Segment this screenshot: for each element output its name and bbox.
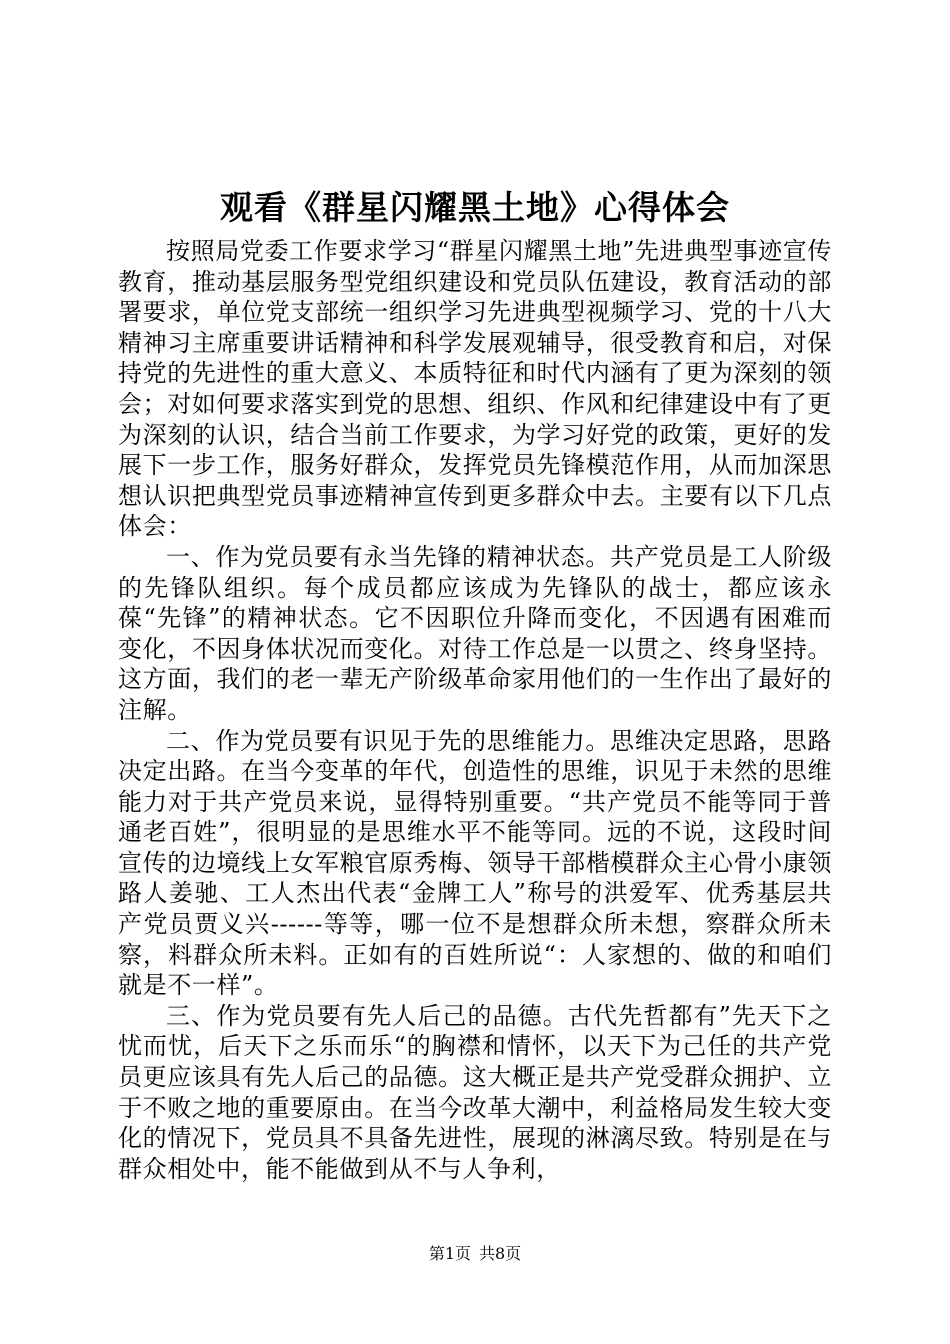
- page-number: 第1页: [428, 1244, 471, 1263]
- paragraph-point-2: 二、作为党员要有识见于先的思维能力。思维决定思路，思路决定出路。在当今变革的年代，创造性的思维，识见于未然的思维能力对于共产党员来说，显得特别重要。“共产党员不能等同于普通老百姓”，很明显的是思维水平不能等同。远的不说，这段时间宣传的边境线上女军粮官原秀梅、领导干部楷模群众主心骨小康领路人姜驰、工人杰出代表“金牌工人”称号的洪爱军、优秀基层共产党员贾义兴------等等，哪一位不是想群众所未想，察群众所未察，料群众所未料。正如有的百姓所说“：人家想的、做的和咱们就是不一样”。: [118, 726, 832, 1000]
- page-footer: [0, 1244, 950, 1264]
- page-total: 共8页: [479, 1244, 522, 1263]
- paragraph-point-3: 三、作为党员要有先人后己的品德。古代先哲都有”先天下之忧而忧，后天下之乐而乐“的胸襟和情怀，以天下为己任的共产党员更应该具有先人后己的品德。这大概正是共产党受群众拥护、立于不败之地的重要原由。在当今改革大潮中，利益格局发生较大变化的情况下，党员具不具备先进性，展现的淋漓尽致。特别是在与群众相处中，能不能做到从不与人争利，: [118, 1001, 832, 1183]
- document-body: [118, 236, 832, 1184]
- paragraph-point-1: 一、作为党员要有永当先锋的精神状态。共产党员是工人阶级的先锋队组织。每个成员都应该成为先锋队的战士，都应该永葆“先锋”的精神状态。它不因职位升降而变化，不因遇有困难而变化，不因身体状况而变化。对待工作总是一以贯之、终身坚持。这方面，我们的老一辈无产阶级革命家用他们的一生作出了最好的注解。: [118, 542, 832, 724]
- paragraph-intro: 按照局党委工作要求学习“群星闪耀黑土地”先进典型事迹宣传教育，推动基层服务型党组织建设和党员队伍建设，教育活动的部署要求，单位党支部统一组织学习先进典型视频学习、党的十八大精神习主席重要讲话精神和科学发展观辅导，很受教育和启，对保持党的先进性的重大意义、本质特征和时代内涵有了更为深刻的领会；对如何要求落实到党的思想、组织、作风和纪律建设中有了更为深刻的认识，结合当前工作要求，为学习好党的政策，更好的发展下一步工作，服务好群众，发挥党员先锋模范作用，从而加深思想认识把典型党员事迹精神宣传到更多群众中去。主要有以下几点体会：: [118, 237, 832, 541]
- document-title: 观看《群星闪耀黑土地》心得体会: [220, 188, 730, 227]
